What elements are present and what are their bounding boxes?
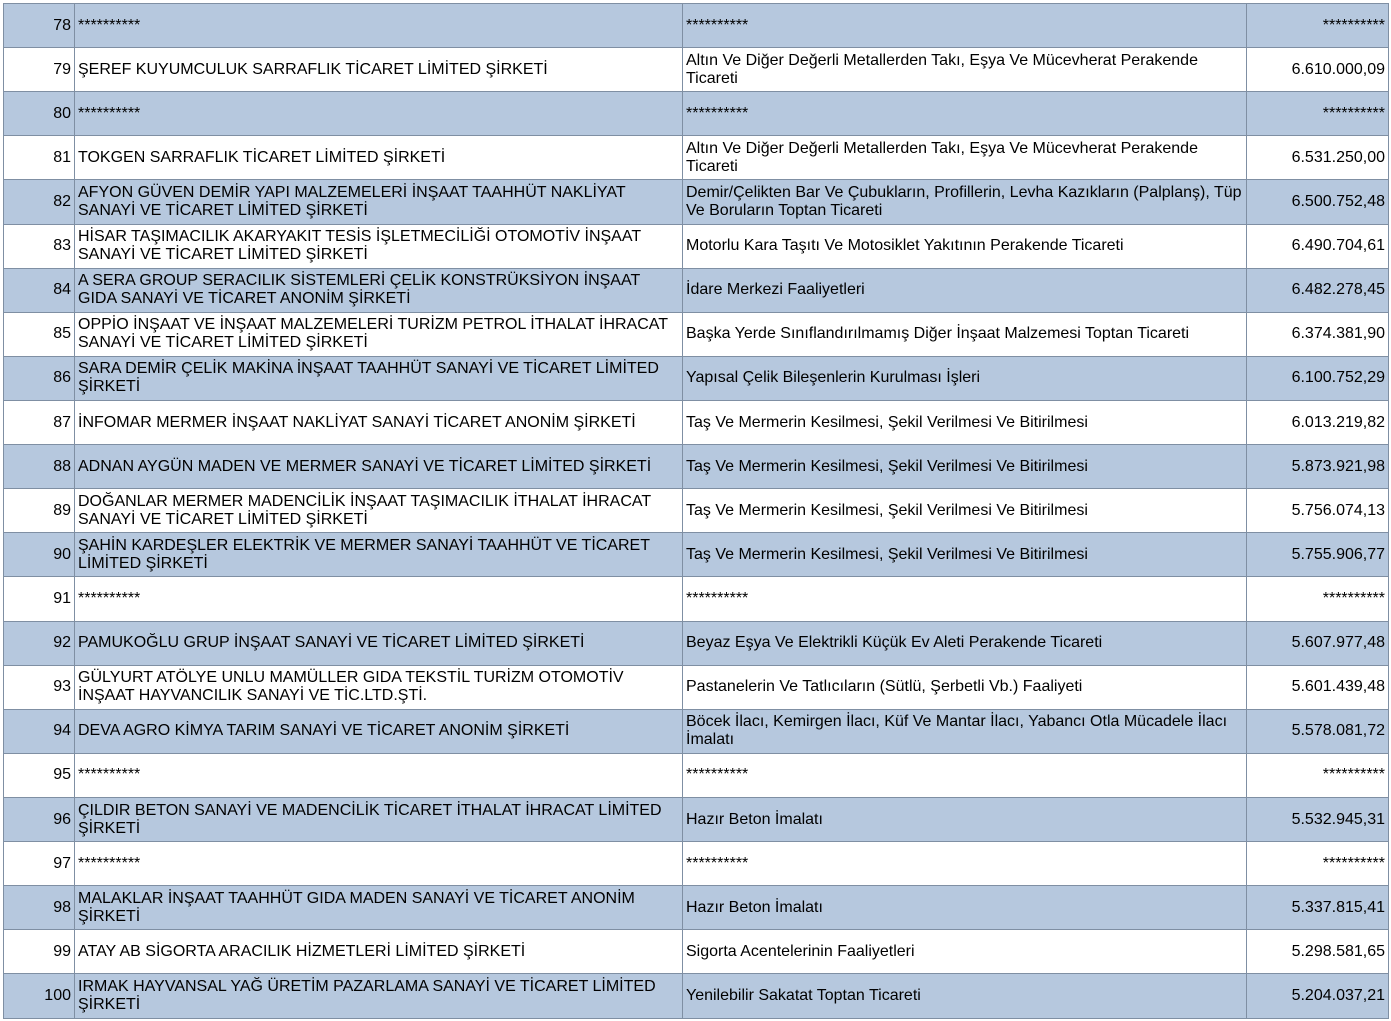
activity-cell-text: Yenilebilir Sakatat Toptan Ticareti [686,986,921,1004]
company-name-cell-text: MALAKLAR İNŞAAT TAAHHÜT GIDA MADEN SANAYİ VE TİCARET ANONİM ŞİRKETİ [78,889,635,925]
company-name-cell-text: ********** [78,766,141,784]
row-number-cell [4,445,75,489]
company-name-cell [75,533,683,577]
company-name-cell [75,180,683,224]
table-row [4,886,1389,930]
activity-cell-text: Demir/Çelikten Bar Ve Çubukların, Profillerin, Levha Kazıkların (Palplanş), Tüp Ve Boruların Toptan Ticareti [686,183,1242,219]
amount-cell-text: ********** [1322,104,1385,122]
table-row [4,356,1389,400]
company-name-cell-text: DOĞANLAR MERMER MADENCİLİK İNŞAAT TAŞIMACILIK İTHALAT İHRACAT SANAYİ VE TİCARET LİMİTED ŞİRKETİ [78,492,651,528]
company-name-cell [75,842,683,886]
activity-cell [683,753,1247,797]
company-name-cell [75,797,683,841]
table-row [4,48,1389,92]
company-name-cell-text: A SERA GROUP SERACILIK SİSTEMLERİ ÇELİK KONSTRÜKSİYON İNŞAAT GIDA SANAYİ VE TİCARET ANONİM ŞİRKETİ [78,272,640,308]
amount-cell-text: 5.755.906,77 [1291,545,1385,563]
company-ranking-table [3,3,1389,1019]
amount-cell-text: 5.532.945,31 [1291,810,1385,828]
amount-cell [1247,48,1389,92]
company-name-cell-text: ŞEREF KUYUMCULUK SARRAFLIK TİCARET LİMİTED ŞİRKETİ [78,60,548,78]
row-number-cell-text: 79 [53,60,71,78]
activity-cell-text: ********** [686,589,749,607]
row-number-cell-text: 90 [53,545,71,563]
activity-cell-text: Taş Ve Mermerin Kesilmesi, Şekil Verilmesi Ve Bitirilmesi [686,413,1088,431]
activity-cell [683,356,1247,400]
table-row [4,400,1389,444]
amount-cell-text: 5.756.074,13 [1291,501,1385,519]
company-name-cell-text: ********** [78,854,141,872]
row-number-cell [4,886,75,930]
row-number-cell-text: 96 [53,810,71,828]
amount-cell [1247,709,1389,753]
amount-cell [1247,489,1389,533]
company-name-cell [75,709,683,753]
company-name-cell-text: İNFOMAR MERMER İNŞAAT NAKLİYAT SANAYİ TİCARET ANONİM ŞİRKETİ [78,413,636,431]
amount-cell [1247,356,1389,400]
company-name-cell-text: ADNAN AYGÜN MADEN VE MERMER SANAYİ VE TİCARET LİMİTED ŞİRKETİ [78,457,652,475]
company-name-cell-text: OPPİO İNŞAAT VE İNŞAAT MALZEMELERİ TURİZM PETROL İTHALAT İHRACAT SANAYİ VE TİCARET LİMİTED ŞİRKETİ [78,316,668,352]
amount-cell [1247,92,1389,136]
amount-cell [1247,974,1389,1018]
company-name-cell [75,136,683,180]
activity-cell-text: Hazır Beton İmalatı [686,898,823,916]
row-number-cell-text: 92 [53,634,71,652]
company-name-cell-text: GÜLYURT ATÖLYE UNLU MAMÜLLER GIDA TEKSTİL TURİZM OTOMOTİV İNŞAAT HAYVANCILIK SANAYİ VE TİC.LTD.ŞTİ. [78,669,624,705]
company-name-cell-text: ********** [78,104,141,122]
amount-cell [1247,180,1389,224]
row-number-cell-text: 99 [53,942,71,960]
activity-cell [683,136,1247,180]
row-number-cell [4,92,75,136]
activity-cell [683,797,1247,841]
activity-cell [683,48,1247,92]
company-name-cell-text: ********** [78,589,141,607]
company-name-cell-text: ÇILDIR BETON SANAYİ VE MADENCİLİK TİCARET İTHALAT İHRACAT LİMİTED ŞİRKETİ [78,801,662,837]
amount-cell-text: 6.500.752,48 [1291,192,1385,210]
amount-cell-text: 5.873.921,98 [1291,457,1385,475]
table-row [4,533,1389,577]
amount-cell-text: ********** [1322,16,1385,34]
company-name-cell-text: PAMUKOĞLU GRUP İNŞAAT SANAYİ VE TİCARET LİMİTED ŞİRKETİ [78,634,585,652]
amount-cell [1247,312,1389,356]
row-number-cell-text: 98 [53,898,71,916]
row-number-cell [4,842,75,886]
activity-cell-text: Altın Ve Diğer Değerli Metallerden Takı, Eşya Ve Mücevherat Perakende Ticareti [686,51,1198,87]
table-row [4,268,1389,312]
company-name-cell [75,92,683,136]
table-row [4,930,1389,974]
amount-cell [1247,665,1389,709]
company-name-cell [75,930,683,974]
amount-cell-text: ********** [1322,766,1385,784]
row-number-cell-text: 84 [53,281,71,299]
row-number-cell [4,577,75,621]
table-row [4,621,1389,665]
table-row [4,797,1389,841]
activity-cell [683,665,1247,709]
row-number-cell [4,4,75,48]
activity-cell [683,312,1247,356]
company-name-cell-text: AFYON GÜVEN DEMİR YAPI MALZEMELERİ İNŞAAT TAAHHÜT NAKLİYAT SANAYİ VE TİCARET LİMİTED ŞİRKETİ [78,183,626,219]
table-body [4,4,1389,1019]
activity-cell-text: Sigorta Acentelerinin Faaliyetleri [686,942,915,960]
table-row [4,224,1389,268]
activity-cell [683,886,1247,930]
amount-cell [1247,268,1389,312]
activity-cell [683,224,1247,268]
amount-cell-text: 6.610.000,09 [1291,60,1385,78]
activity-cell [683,533,1247,577]
activity-cell [683,930,1247,974]
row-number-cell-text: 85 [53,325,71,343]
table-row [4,753,1389,797]
company-name-cell-text: ŞAHİN KARDEŞLER ELEKTRİK VE MERMER SANAYİ TAAHHÜT VE TİCARET LİMİTED ŞİRKETİ [78,536,650,572]
amount-cell [1247,533,1389,577]
activity-cell [683,621,1247,665]
amount-cell-text: 6.531.250,00 [1291,148,1385,166]
company-name-cell [75,48,683,92]
amount-cell [1247,621,1389,665]
table-row [4,4,1389,48]
company-name-cell-text: TOKGEN SARRAFLIK TİCARET LİMİTED ŞİRKETİ [78,148,446,166]
amount-cell [1247,4,1389,48]
row-number-cell [4,533,75,577]
activity-cell-text: İdare Merkezi Faaliyetleri [686,281,865,299]
row-number-cell-text: 88 [53,457,71,475]
amount-cell-text: 6.013.219,82 [1291,413,1385,431]
row-number-cell-text: 82 [53,192,71,210]
company-name-cell [75,577,683,621]
company-name-cell [75,753,683,797]
activity-cell-text: Motorlu Kara Taşıtı Ve Motosiklet Yakıtının Perakende Ticareti [686,237,1124,255]
company-name-cell [75,268,683,312]
activity-cell-text: Taş Ve Mermerin Kesilmesi, Şekil Verilmesi Ve Bitirilmesi [686,501,1088,519]
activity-cell [683,974,1247,1018]
row-number-cell [4,136,75,180]
amount-cell-text: 6.374.381,90 [1291,325,1385,343]
row-number-cell [4,930,75,974]
row-number-cell-text: 97 [53,854,71,872]
company-name-cell-text: ********** [78,16,141,34]
company-name-cell-text: ATAY AB SİGORTA ARACILIK HİZMETLERİ LİMİTED ŞİRKETİ [78,942,526,960]
activity-cell [683,92,1247,136]
table-row [4,709,1389,753]
row-number-cell [4,268,75,312]
amount-cell [1247,577,1389,621]
activity-cell [683,268,1247,312]
amount-cell-text: ********** [1322,854,1385,872]
row-number-cell [4,48,75,92]
table-row [4,665,1389,709]
row-number-cell-text: 95 [53,766,71,784]
row-number-cell [4,400,75,444]
activity-cell-text: Pastanelerin Ve Tatlıcıların (Sütlü, Şerbetli Vb.) Faaliyeti [686,678,1083,696]
activity-cell-text: Taş Ve Mermerin Kesilmesi, Şekil Verilmesi Ve Bitirilmesi [686,545,1088,563]
company-name-cell [75,312,683,356]
row-number-cell-text: 87 [53,413,71,431]
row-number-cell-text: 94 [53,722,71,740]
amount-cell [1247,445,1389,489]
amount-cell [1247,797,1389,841]
table-row [4,180,1389,224]
activity-cell-text: ********** [686,766,749,784]
table-row [4,92,1389,136]
company-name-cell [75,224,683,268]
row-number-cell-text: 93 [53,678,71,696]
amount-cell-text: 6.100.752,29 [1291,369,1385,387]
row-number-cell [4,489,75,533]
amount-cell-text: 5.204.037,21 [1291,986,1385,1004]
row-number-cell [4,709,75,753]
row-number-cell [4,753,75,797]
row-number-cell [4,974,75,1018]
amount-cell [1247,753,1389,797]
company-name-cell [75,445,683,489]
company-name-cell-text: IRMAK HAYVANSAL YAĞ ÜRETİM PAZARLAMA SANAYİ VE TİCARET LİMİTED ŞİRKETİ [78,977,656,1013]
activity-cell [683,400,1247,444]
amount-cell-text: 5.337.815,41 [1291,898,1385,916]
row-number-cell-text: 78 [53,16,71,34]
table-row [4,577,1389,621]
row-number-cell [4,621,75,665]
company-name-cell-text: DEVA AGRO KİMYA TARIM SANAYİ VE TİCARET ANONİM ŞİRKETİ [78,722,570,740]
amount-cell [1247,400,1389,444]
row-number-cell-text: 100 [44,986,71,1004]
activity-cell-text: Başka Yerde Sınıflandırılmamış Diğer İnşaat Malzemesi Toptan Ticareti [686,325,1190,343]
amount-cell-text: 6.482.278,45 [1291,281,1385,299]
activity-cell [683,842,1247,886]
amount-cell-text: 5.578.081,72 [1291,722,1385,740]
activity-cell-text: Yapısal Çelik Bileşenlerin Kurulması İşleri [686,369,981,387]
amount-cell-text: 5.607.977,48 [1291,634,1385,652]
activity-cell [683,180,1247,224]
table-row [4,842,1389,886]
table-row [4,312,1389,356]
company-name-cell [75,4,683,48]
table-row [4,445,1389,489]
row-number-cell [4,312,75,356]
activity-cell-text: ********** [686,854,749,872]
company-name-cell [75,665,683,709]
amount-cell-text: 5.601.439,48 [1291,678,1385,696]
company-name-cell [75,400,683,444]
row-number-cell-text: 89 [53,501,71,519]
amount-cell-text: 5.298.581,65 [1291,942,1385,960]
row-number-cell-text: 86 [53,369,71,387]
activity-cell [683,489,1247,533]
row-number-cell [4,356,75,400]
activity-cell-text: Böcek İlacı, Kemirgen İlacı, Küf Ve Mantar İlacı, Yabancı Otla Mücadele İlacı İmalatı [686,713,1228,749]
activity-cell [683,4,1247,48]
activity-cell-text: ********** [686,104,749,122]
activity-cell-text: Beyaz Eşya Ve Elektrikli Küçük Ev Aleti Perakende Ticareti [686,634,1103,652]
activity-cell [683,445,1247,489]
activity-cell-text: Taş Ve Mermerin Kesilmesi, Şekil Verilmesi Ve Bitirilmesi [686,457,1088,475]
table-row [4,489,1389,533]
amount-cell [1247,886,1389,930]
company-name-cell [75,974,683,1018]
company-name-cell [75,886,683,930]
company-name-cell-text: SARA DEMİR ÇELİK MAKİNA İNŞAAT TAAHHÜT SANAYİ VE TİCARET LİMİTED ŞİRKETİ [78,360,659,396]
activity-cell-text: Altın Ve Diğer Değerli Metallerden Takı, Eşya Ve Mücevherat Perakende Ticareti [686,139,1198,175]
activity-cell [683,577,1247,621]
activity-cell-text: Hazır Beton İmalatı [686,810,823,828]
amount-cell [1247,930,1389,974]
amount-cell [1247,224,1389,268]
row-number-cell [4,224,75,268]
row-number-cell-text: 80 [53,104,71,122]
row-number-cell-text: 91 [53,589,71,607]
company-name-cell [75,621,683,665]
amount-cell-text: ********** [1322,589,1385,607]
row-number-cell [4,797,75,841]
row-number-cell [4,665,75,709]
row-number-cell-text: 83 [53,237,71,255]
table-row [4,974,1389,1018]
amount-cell [1247,136,1389,180]
table-row [4,136,1389,180]
activity-cell-text: ********** [686,16,749,34]
amount-cell-text: 6.490.704,61 [1291,237,1385,255]
company-name-cell-text: HİSAR TAŞIMACILIK AKARYAKIT TESİS İŞLETMECİLİĞİ OTOMOTİV İNŞAAT SANAYİ VE TİCARET LİMİTED ŞİRKETİ [78,228,641,264]
row-number-cell [4,180,75,224]
amount-cell [1247,842,1389,886]
company-name-cell [75,356,683,400]
activity-cell [683,709,1247,753]
row-number-cell-text: 81 [53,148,71,166]
company-name-cell [75,489,683,533]
